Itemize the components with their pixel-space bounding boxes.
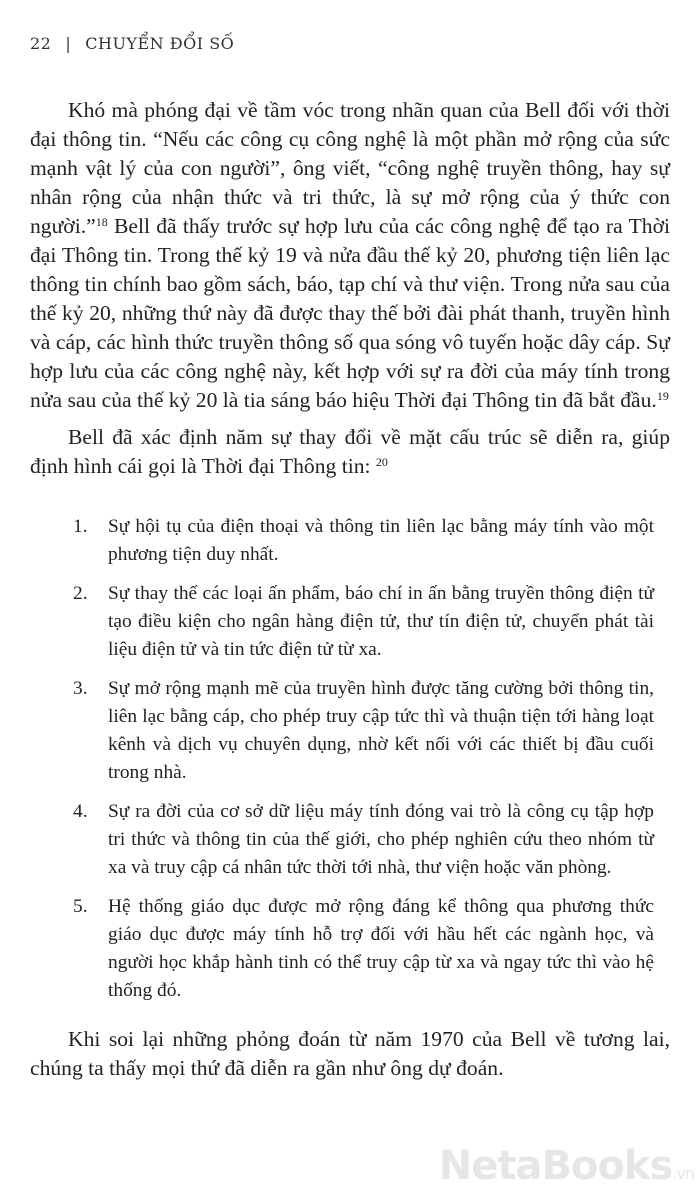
- list-item-text: Sự mở rộng mạnh mẽ của truyền hình được tăng cường bởi thông tin, liên lạc bằng cáp, cho phép truy cập tức thì và thuận tiện tới hàng loạt kênh và dịch vụ chuyên dụng, nhờ kết nối với các thiết bị đầu cuối trong nhà.: [108, 678, 654, 783]
- watermark-text: NetaBooks: [438, 1143, 673, 1189]
- watermark-suffix: .vn: [672, 1164, 694, 1183]
- list-item: [30, 675, 670, 787]
- list-item-text: Sự thay thế các loại ấn phẩm, báo chí in ấn bằng truyền thông điện tử tạo điều kiện cho ngân hàng điện tử, thư tín điện tử, chuyển phát tài liệu điện tử và tin tức điện tử từ xa.: [108, 583, 654, 660]
- header-separator: |: [65, 34, 72, 53]
- page-number: 22: [30, 34, 52, 53]
- list-item: [30, 893, 670, 1005]
- list-item-number: 3.: [73, 678, 88, 699]
- list-item: [30, 580, 670, 664]
- paragraph-1-text-b: Bell đã thấy trước sự hợp lưu của các công nghệ để tạo ra Thời đại Thông tin. Trong thế kỷ 19 và nửa đầu thế kỷ 20, phương tiện liên lạc thông tin chính bao gồm sách, báo, tạp chí và thư viện. Trong nửa sau của thế kỷ 20, những thứ này đã được thay thế bởi đài phát thanh, truyền hình và cáp, các hình thức truyền thông số qua sóng vô tuyến hoặc dây cáp. Sự hợp lưu của các công nghệ này, kết hợp với sự ra đời của máy tính trong nửa sau của thế kỷ 20 là tia sáng báo hiệu Thời đại Thông tin đã bắt đầu.: [30, 214, 670, 412]
- chapter-title: CHUYỂN ĐỔI SỐ: [85, 34, 235, 53]
- footnote-ref-20: 20: [375, 455, 388, 469]
- footnote-ref-19: 19: [656, 389, 669, 403]
- list-item-number: 5.: [73, 896, 88, 917]
- running-header: [30, 34, 234, 53]
- body-text: [30, 96, 670, 1083]
- footnote-ref-18: 18: [95, 215, 108, 229]
- list-item: [30, 798, 670, 882]
- paragraph-2: [30, 423, 670, 481]
- publisher-watermark: [439, 1143, 694, 1189]
- list-item-number: 1.: [73, 516, 88, 537]
- list-item-number: 2.: [73, 583, 88, 604]
- list-item-text: Sự hội tụ của điện thoại và thông tin liên lạc bằng máy tính vào một phương tiện duy nhất.: [108, 516, 654, 565]
- list-item-number: 4.: [73, 801, 88, 822]
- paragraph-1: [30, 96, 670, 415]
- paragraph-1-text-a: Khó mà phóng đại về tầm vóc trong nhãn quan của Bell đối với thời đại thông tin. “Nếu các công cụ công nghệ là một phần mở rộng của sức mạnh vật lý của con người”, ông viết, “công nghệ truyền thông, hay sự nhân rộng của nhận thức và tri thức, là sự mở rộng của ý thức con người.”: [30, 98, 670, 238]
- paragraph-3: Khi soi lại những phỏng đoán từ năm 1970 của Bell về tương lai, chúng ta thấy mọi thứ đã diễn ra gần như ông dự đoán.: [30, 1027, 670, 1080]
- paragraph-2-text: Bell đã xác định năm sự thay đổi về mặt cấu trúc sẽ diễn ra, giúp định hình cái gọi là Thời đại Thông tin:: [30, 425, 670, 478]
- structural-changes-list: [30, 513, 670, 1005]
- list-item-text: Hệ thống giáo dục được mở rộng đáng kể thông qua phương thức giáo dục được máy tính hỗ trợ đối với hầu hết các ngành học, và người học khắp hành tinh có thể truy cập từ xa và ngay tức thì vào hệ thống đó.: [108, 896, 654, 1001]
- list-item: [30, 513, 670, 569]
- list-item-text: Sự ra đời của cơ sở dữ liệu máy tính đóng vai trò là công cụ tập hợp tri thức và thông tin của thế giới, cho phép nghiên cứu theo nhóm từ xa và truy cập cá nhân tức thời tới nhà, thư viện hoặc văn phòng.: [108, 801, 654, 878]
